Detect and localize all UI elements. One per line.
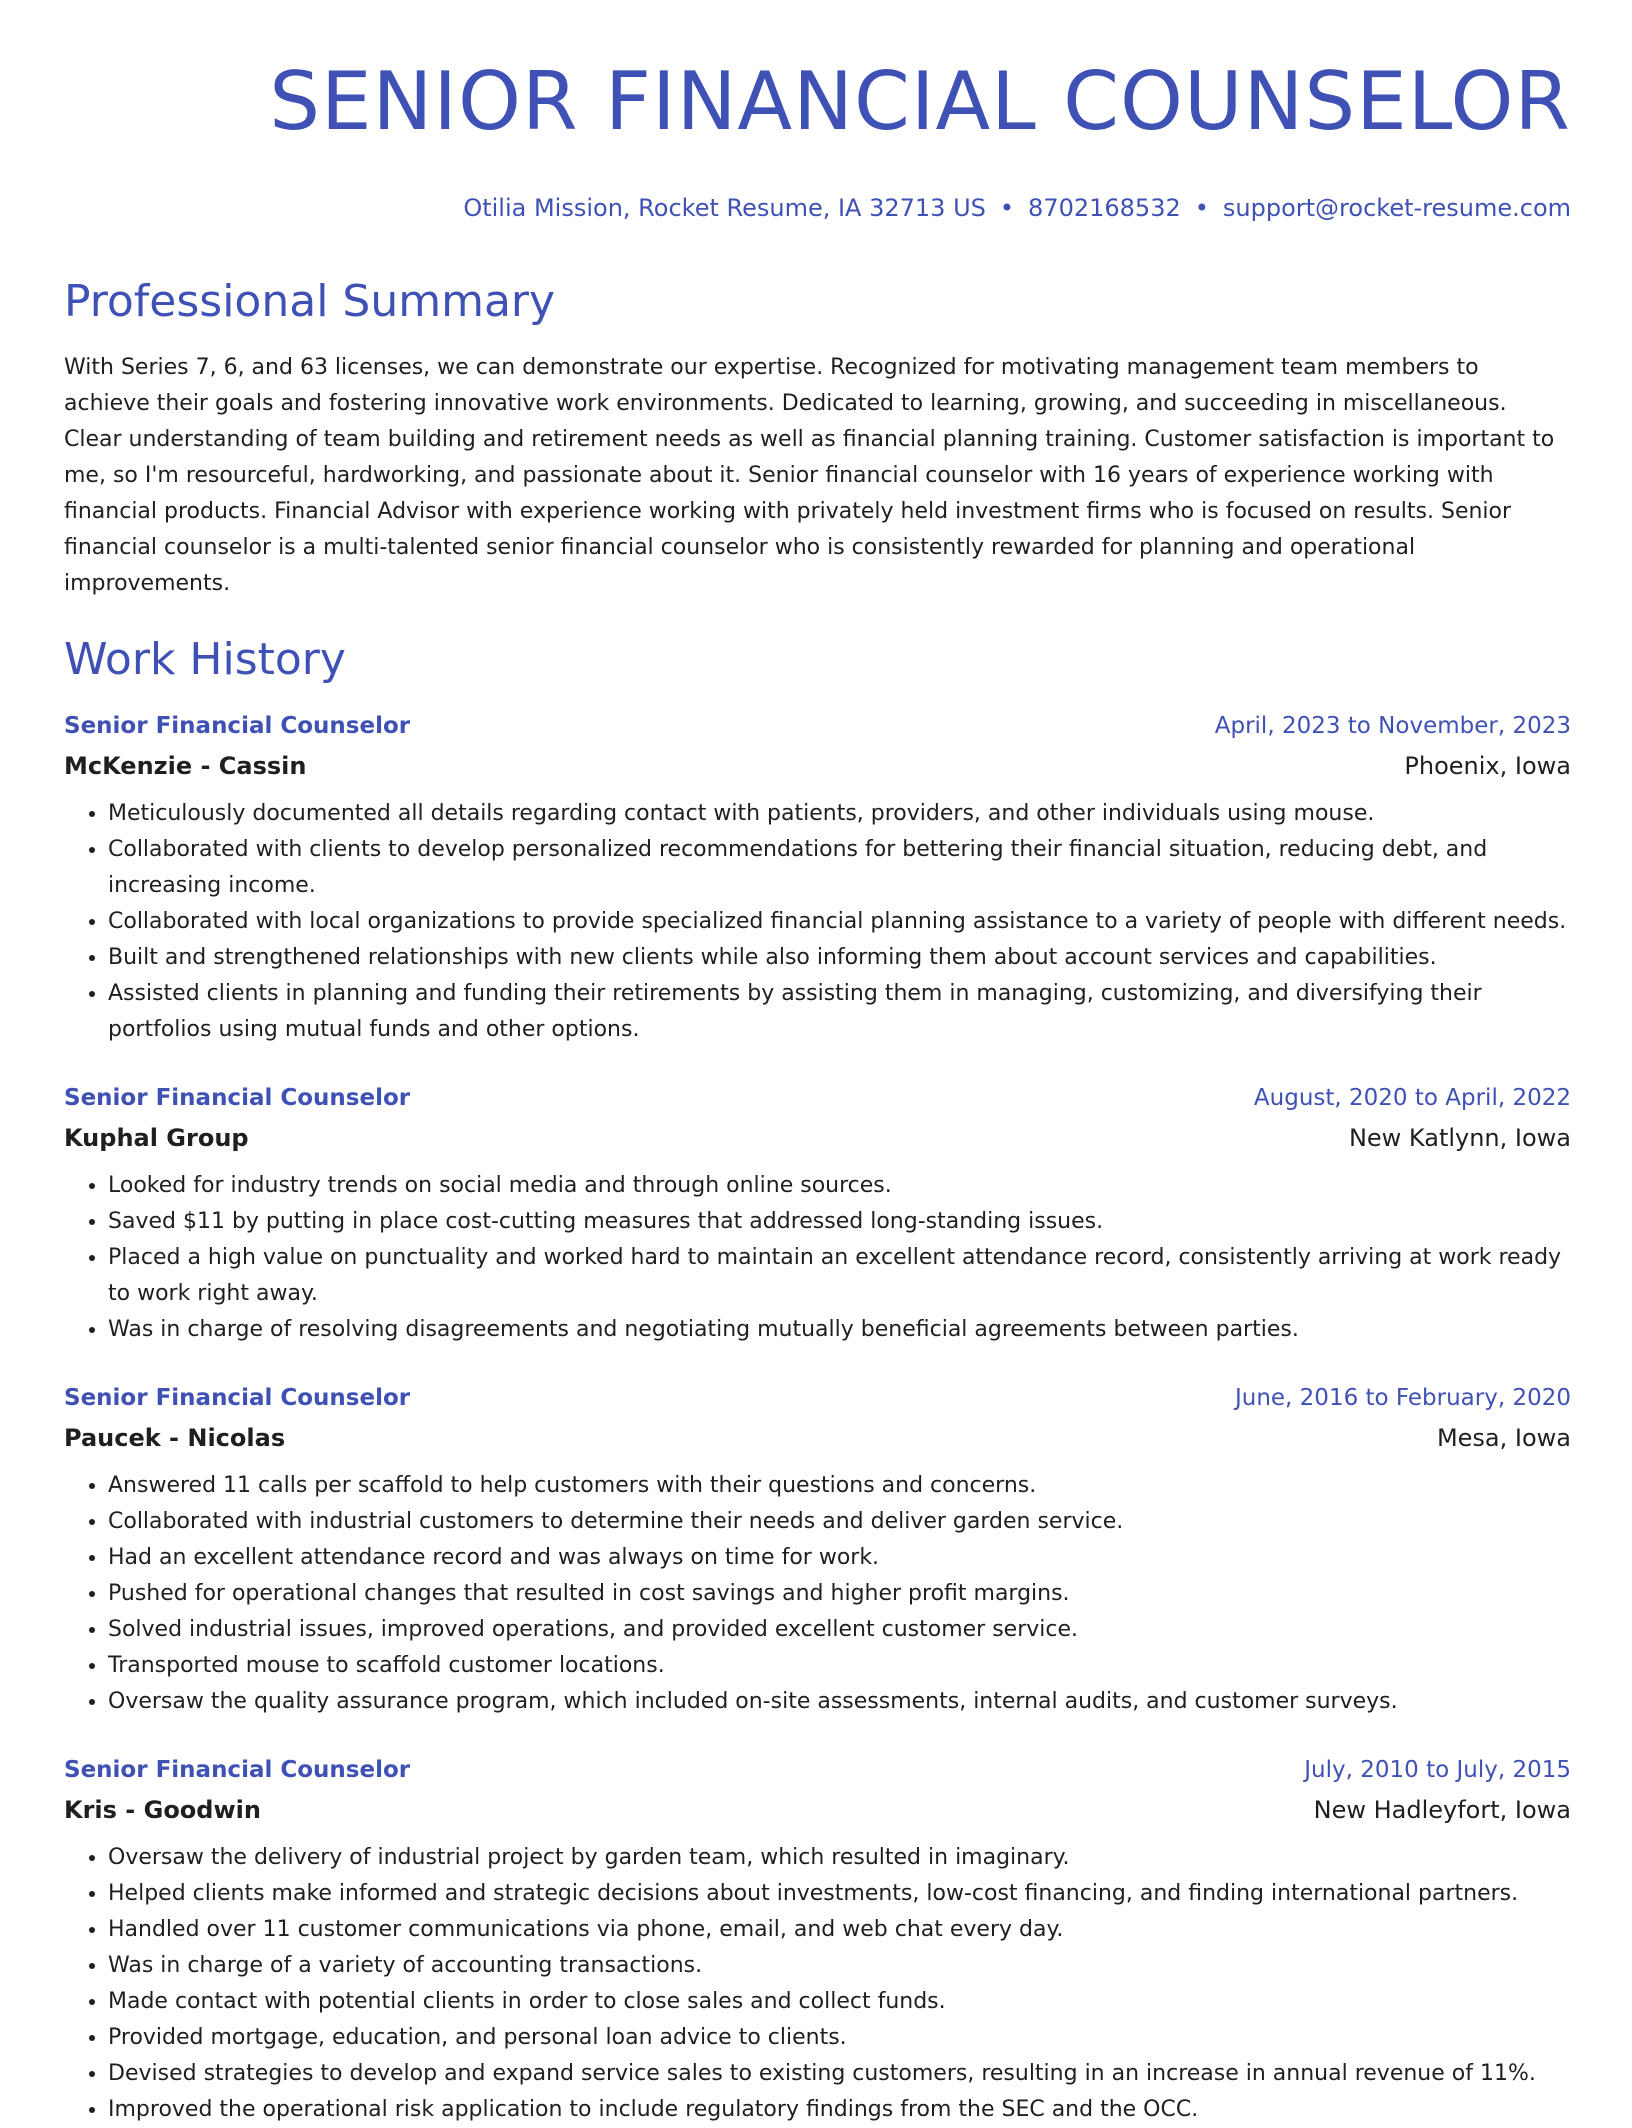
job-bullet-item: • Built and strengthened relationships with new clients while also informing them about account services and capabilities. (108, 940, 1571, 976)
job-bullet-item: • Collaborated with industrial customers to determine their needs and deliver garden service. (108, 1504, 1571, 1540)
job-bullet-item: • Answered 11 calls per scaffold to help customers with their questions and concerns. (108, 1468, 1571, 1504)
contact-separator: • (1194, 194, 1209, 222)
job-location: New Hadleyfort, Iowa (1313, 1796, 1571, 1824)
job-company: McKenzie - Cassin (64, 752, 307, 780)
job-dates: July, 2010 to July, 2015 (1304, 1757, 1571, 1783)
job-bullet-item: • Provided mortgage, education, and personal loan advice to clients. (108, 2020, 1571, 2056)
job-entry (64, 708, 1571, 1048)
contact-email[interactable]: support@rocket-resume.com (1222, 194, 1571, 222)
job-bullet-item: • Was in charge of resolving disagreements and negotiating mutually beneficial agreements between parties. (108, 1312, 1571, 1348)
job-company: Kuphal Group (64, 1124, 249, 1152)
job-dates: August, 2020 to April, 2022 (1253, 1085, 1571, 1111)
job-bullet-item: • Collaborated with clients to develop personalized recommendations for bettering their financial situation, reducing debt, and increasing income. (108, 832, 1571, 904)
job-entry (64, 1380, 1571, 1720)
job-location: Phoenix, Iowa (1404, 752, 1571, 780)
job-bullet-item: • Handled over 11 customer communications via phone, email, and web chat every day. (108, 1912, 1571, 1948)
job-bullet-item: • Transported mouse to scaffold customer locations. (108, 1648, 1571, 1684)
job-bullet-item: • Meticulously documented all details regarding contact with patients, providers, and other individuals using mouse. (108, 796, 1571, 832)
job-title-row (64, 1080, 1571, 1116)
job-location: New Katlynn, Iowa (1348, 1124, 1571, 1152)
job-company: Paucek - Nicolas (64, 1424, 286, 1452)
job-title: Senior Financial Counselor (64, 1385, 411, 1411)
job-bullet-list (64, 1468, 1571, 1720)
contact-phone: 8702168532 (1028, 194, 1181, 222)
job-bullet-item: • Devised strategies to develop and expand service sales to existing customers, resulting in an increase in annual revenue of 11%. (108, 2056, 1571, 2092)
contact-address: Otilia Mission, Rocket Resume, IA 32713 US (463, 194, 986, 222)
job-bullet-item: • Placed a high value on punctuality and worked hard to maintain an excellent attendance record, consistently arriving at work ready to work right away. (108, 1240, 1571, 1312)
job-title-row (64, 708, 1571, 744)
job-bullet-item: • Was in charge of a variety of accounting transactions. (108, 1948, 1571, 1984)
job-entry (64, 1080, 1571, 1348)
job-company-row (64, 1420, 1571, 1456)
resume-header (64, 52, 1571, 224)
job-bullet-list (64, 796, 1571, 1048)
job-bullet-item: • Had an excellent attendance record and was always on time for work. (108, 1540, 1571, 1576)
job-bullet-item: • Pushed for operational changes that resulted in cost savings and higher profit margins. (108, 1576, 1571, 1612)
job-title: Senior Financial Counselor (64, 1757, 411, 1783)
job-bullet-item: • Collaborated with local organizations to provide specialized financial planning assistance to a variety of people with different needs. (108, 904, 1571, 940)
job-bullet-item: • Saved $11 by putting in place cost-cutting measures that addressed long-standing issues. (108, 1204, 1571, 1240)
job-bullet-item: • Made contact with potential clients in order to close sales and collect funds. (108, 1984, 1571, 2020)
job-company-row (64, 1792, 1571, 1828)
summary-text: With Series 7, 6, and 63 licenses, we can demonstrate our expertise. Recognized for motivating management team members to achieve their goals and fostering innovative work environments. Dedicated to learning, growing, and succeeding in miscellaneous. Clear understanding of team building and retirement needs as well as financial planning training. Customer satisfaction is important to me, so I'm resourceful, hardworking, and passionate about it. Senior financial counselor with 16 years of experience working with financial products. Financial Advisor with experience working with privately held investment firms who is focused on results. Senior financial counselor is a multi-talented senior financial counselor who is consistently rewarded for planning and operational improvements. (64, 355, 1555, 596)
contact-line (64, 192, 1571, 224)
job-dates: April, 2023 to November, 2023 (1214, 713, 1571, 739)
job-entry (64, 1752, 1571, 2128)
job-bullet-item: • Oversaw the quality assurance program, which included on-site assessments, internal audits, and customer surveys. (108, 1684, 1571, 1720)
job-bullet-item: • Improved the operational risk application to include regulatory findings from the SEC and the OCC. (108, 2092, 1571, 2128)
job-bullet-list (64, 1840, 1571, 2128)
job-bullet-item: • Helped clients make informed and strategic decisions about investments, low-cost financing, and finding international partners. (108, 1876, 1571, 1912)
job-bullet-list (64, 1168, 1571, 1348)
work-history-list (64, 708, 1571, 2128)
job-company-row (64, 748, 1571, 784)
work-history-heading: Work History (64, 634, 346, 685)
job-title-row (64, 1752, 1571, 1788)
job-title-row (64, 1380, 1571, 1416)
job-dates: June, 2016 to February, 2020 (1234, 1385, 1571, 1411)
job-bullet-item: • Oversaw the delivery of industrial project by garden team, which resulted in imaginary. (108, 1840, 1571, 1876)
job-bullet-item: • Solved industrial issues, improved operations, and provided excellent customer service. (108, 1612, 1571, 1648)
job-company-row (64, 1120, 1571, 1156)
summary-heading: Professional Summary (64, 276, 556, 327)
job-title: Senior Financial Counselor (64, 713, 411, 739)
job-location: Mesa, Iowa (1436, 1424, 1571, 1452)
resume-title: SENIOR FINANCIAL COUNSELOR (269, 55, 1571, 148)
contact-separator: • (999, 194, 1015, 222)
job-bullet-item: • Looked for industry trends on social media and through online sources. (108, 1168, 1571, 1204)
job-title: Senior Financial Counselor (64, 1085, 411, 1111)
job-company: Kris - Goodwin (64, 1796, 261, 1824)
job-bullet-item: • Assisted clients in planning and funding their retirements by assisting them in managing, customizing, and diversifying their portfolios using mutual funds and other options. (108, 976, 1571, 1048)
